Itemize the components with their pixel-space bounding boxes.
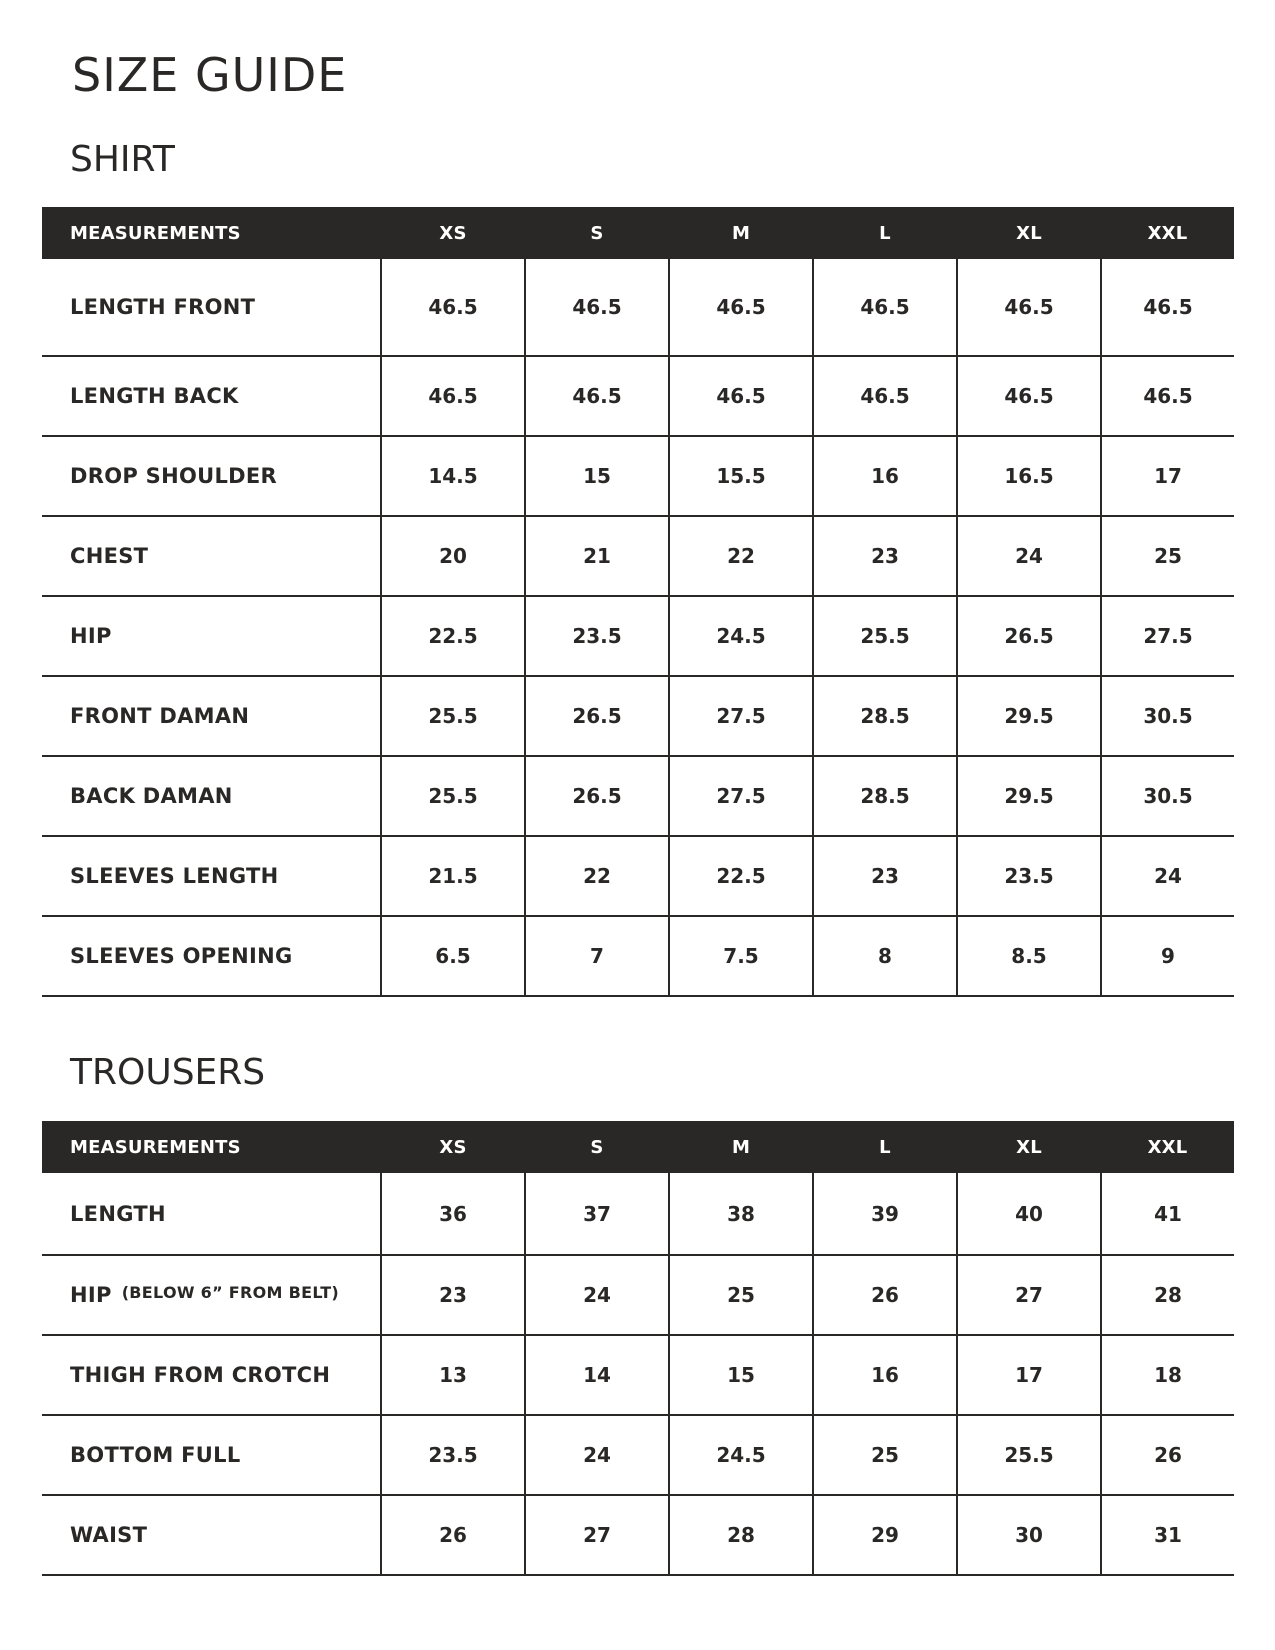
table-row <box>42 356 1234 436</box>
table-header-row <box>42 207 1234 259</box>
row-label: WAIST <box>42 1495 381 1575</box>
table-cell: 17 <box>1101 436 1234 516</box>
table-cell: 20 <box>381 516 525 596</box>
table-cell: 28.5 <box>813 756 957 836</box>
row-label: CHEST <box>42 516 381 596</box>
table-cell: 14.5 <box>381 436 525 516</box>
table-row <box>42 1255 1234 1335</box>
table-cell: 37 <box>525 1173 669 1255</box>
table-cell: 26 <box>381 1495 525 1575</box>
table-cell: 46.5 <box>1101 356 1234 436</box>
table-cell: 24.5 <box>669 1415 813 1495</box>
row-label: HIP <box>42 596 381 676</box>
size-header-l: L <box>879 1136 891 1158</box>
table-cell: 46.5 <box>381 356 525 436</box>
table-cell: 26 <box>813 1255 957 1335</box>
table-cell: 46.5 <box>669 259 813 356</box>
table-row <box>42 1495 1234 1575</box>
table-cell: 30.5 <box>1101 676 1234 756</box>
row-label: SLEEVES LENGTH <box>42 836 381 916</box>
row-label: BACK DAMAN <box>42 756 381 836</box>
table-row <box>42 916 1234 996</box>
table-cell: 7 <box>525 916 669 996</box>
table-cell: 23 <box>381 1255 525 1335</box>
table-cell: 24 <box>525 1415 669 1495</box>
table-cell: 26.5 <box>525 756 669 836</box>
table-cell: 15 <box>669 1335 813 1415</box>
row-label <box>42 1255 381 1335</box>
table-cell: 46.5 <box>957 259 1101 356</box>
row-label: LENGTH FRONT <box>42 259 381 356</box>
table-cell: 25 <box>813 1415 957 1495</box>
table-cell: 23.5 <box>957 836 1101 916</box>
table-cell: 46.5 <box>525 356 669 436</box>
shirt-size-table <box>42 207 1234 997</box>
table-cell: 46.5 <box>1101 259 1234 356</box>
table-cell: 16.5 <box>957 436 1101 516</box>
row-label: DROP SHOULDER <box>42 436 381 516</box>
table-cell: 46.5 <box>525 259 669 356</box>
table-cell: 28 <box>1101 1255 1234 1335</box>
table-cell: 30.5 <box>1101 756 1234 836</box>
table-cell: 23 <box>813 516 957 596</box>
table-cell: 41 <box>1101 1173 1234 1255</box>
shirt-section-title: SHIRT <box>70 139 175 180</box>
table-cell: 8.5 <box>957 916 1101 996</box>
table-cell: 46.5 <box>381 259 525 356</box>
table-cell: 29.5 <box>957 676 1101 756</box>
table-cell: 26.5 <box>957 596 1101 676</box>
table-cell: 25.5 <box>957 1415 1101 1495</box>
table-cell: 27.5 <box>669 756 813 836</box>
table-cell: 22.5 <box>669 836 813 916</box>
row-label: FRONT DAMAN <box>42 676 381 756</box>
table-cell: 26 <box>1101 1415 1234 1495</box>
table-cell: 14 <box>525 1335 669 1415</box>
table-cell: 8 <box>813 916 957 996</box>
trousers-section-title: TROUSERS <box>70 1052 266 1093</box>
table-row <box>42 1173 1234 1255</box>
table-cell: 27.5 <box>1101 596 1234 676</box>
table-cell: 27 <box>957 1255 1101 1335</box>
table-cell: 27.5 <box>669 676 813 756</box>
row-label: SLEEVES OPENING <box>42 916 381 996</box>
table-cell: 24 <box>957 516 1101 596</box>
size-header-m: M <box>731 222 751 244</box>
table-row <box>42 259 1234 356</box>
size-header-xxl: XXL <box>1147 1136 1188 1158</box>
size-header-m: M <box>731 1136 751 1158</box>
table-cell: 26.5 <box>525 676 669 756</box>
table-cell: 27 <box>525 1495 669 1575</box>
measurements-header: MEASUREMENTS <box>70 1136 241 1158</box>
row-label: BOTTOM FULL <box>42 1415 381 1495</box>
measurements-header: MEASUREMENTS <box>70 222 241 244</box>
row-label-text: HIP <box>70 1283 112 1307</box>
size-header-xs: XS <box>439 1136 467 1158</box>
table-cell: 39 <box>813 1173 957 1255</box>
trousers-size-table <box>42 1121 1234 1576</box>
table-cell: 22 <box>525 836 669 916</box>
table-row <box>42 676 1234 756</box>
table-cell: 25.5 <box>813 596 957 676</box>
table-cell: 9 <box>1101 916 1234 996</box>
table-cell: 46.5 <box>669 356 813 436</box>
page-title: SIZE GUIDE <box>72 48 348 102</box>
table-cell: 25.5 <box>381 756 525 836</box>
size-header-xs: XS <box>439 222 467 244</box>
table-cell: 30 <box>957 1495 1101 1575</box>
table-cell: 23.5 <box>381 1415 525 1495</box>
table-row <box>42 516 1234 596</box>
size-header-s: S <box>590 1136 604 1158</box>
table-cell: 29 <box>813 1495 957 1575</box>
size-header-s: S <box>590 222 604 244</box>
table-cell: 36 <box>381 1173 525 1255</box>
table-row <box>42 1335 1234 1415</box>
table-cell: 28 <box>669 1495 813 1575</box>
table-cell: 46.5 <box>813 259 957 356</box>
row-label-note: (BELOW 6” FROM BELT) <box>121 1283 340 1302</box>
table-cell: 24 <box>525 1255 669 1335</box>
table-cell: 31 <box>1101 1495 1234 1575</box>
table-cell: 46.5 <box>957 356 1101 436</box>
table-cell: 28.5 <box>813 676 957 756</box>
size-header-xxl: XXL <box>1147 222 1188 244</box>
row-label: THIGH FROM CROTCH <box>42 1335 381 1415</box>
table-cell: 24 <box>1101 836 1234 916</box>
table-row <box>42 436 1234 516</box>
table-cell: 29.5 <box>957 756 1101 836</box>
table-cell: 15 <box>525 436 669 516</box>
size-header-l: L <box>879 222 891 244</box>
table-cell: 6.5 <box>381 916 525 996</box>
table-cell: 25 <box>669 1255 813 1335</box>
table-row <box>42 596 1234 676</box>
size-header-xl: XL <box>1016 1136 1042 1158</box>
table-cell: 16 <box>813 1335 957 1415</box>
table-cell: 15.5 <box>669 436 813 516</box>
table-cell: 17 <box>957 1335 1101 1415</box>
table-header-row <box>42 1121 1234 1173</box>
table-cell: 38 <box>669 1173 813 1255</box>
table-cell: 40 <box>957 1173 1101 1255</box>
table-cell: 22.5 <box>381 596 525 676</box>
table-cell: 23 <box>813 836 957 916</box>
table-cell: 23.5 <box>525 596 669 676</box>
table-cell: 16 <box>813 436 957 516</box>
table-row <box>42 836 1234 916</box>
table-cell: 25 <box>1101 516 1234 596</box>
table-cell: 13 <box>381 1335 525 1415</box>
table-cell: 18 <box>1101 1335 1234 1415</box>
size-header-xl: XL <box>1016 222 1042 244</box>
table-cell: 21.5 <box>381 836 525 916</box>
table-cell: 7.5 <box>669 916 813 996</box>
row-label: LENGTH BACK <box>42 356 381 436</box>
table-cell: 22 <box>669 516 813 596</box>
table-row <box>42 756 1234 836</box>
table-cell: 46.5 <box>813 356 957 436</box>
table-cell: 21 <box>525 516 669 596</box>
table-cell: 25.5 <box>381 676 525 756</box>
table-cell: 24.5 <box>669 596 813 676</box>
table-row <box>42 1415 1234 1495</box>
row-label: LENGTH <box>42 1173 381 1255</box>
